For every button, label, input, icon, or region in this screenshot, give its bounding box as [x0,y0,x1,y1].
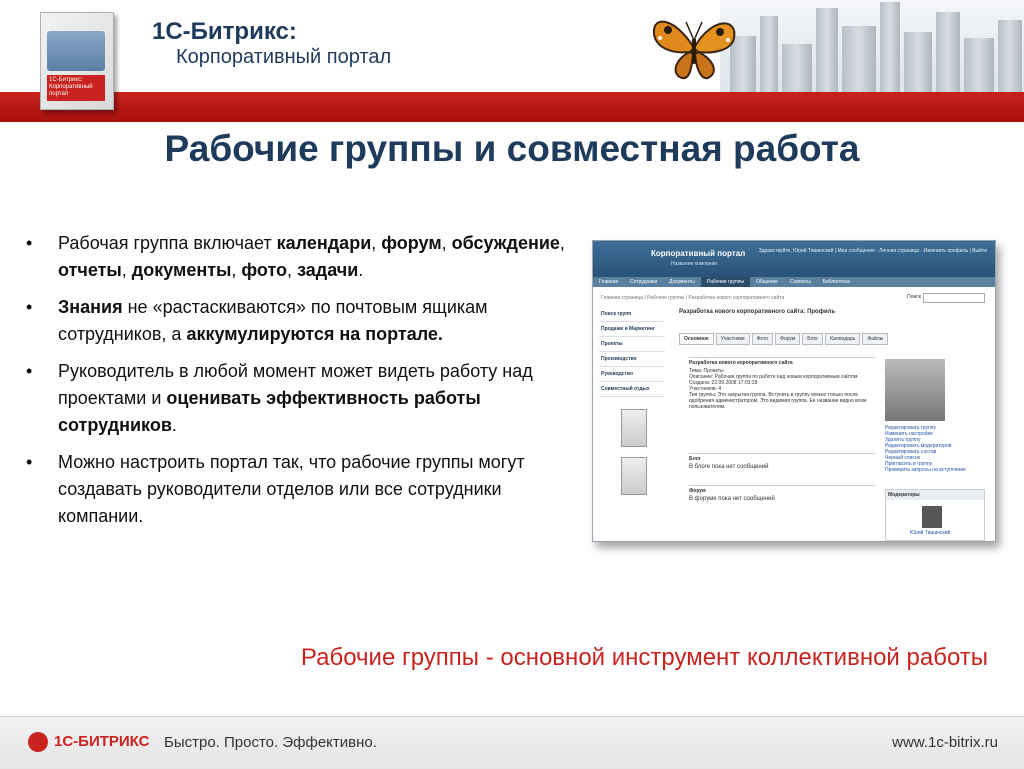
footer-url[interactable]: www.1c-bitrix.ru [892,734,998,751]
moderators-title: Модераторы [886,490,984,500]
blog-box [689,453,875,470]
portal-nav-item: Документы [669,279,695,285]
bullet-text-segment: Рабочая группа включает [58,233,277,253]
footer-slogan: Быстро. Просто. Эффективно. [164,734,377,751]
bullet-text [58,233,565,280]
portal-nav-item: Рабочие группы [701,277,750,287]
bullet-dot: • [26,297,33,317]
bullet-text-segment: не «растаскиваются» по почтовым ящикам сотрудников, а [58,297,488,344]
bullet-text-segment: Можно настроить портал так, что рабочие группы могут создавать руководители отделов или все сотрудники компании. [58,452,525,526]
bullet-text [58,452,525,526]
butterfly-icon [646,8,742,84]
group-info-row: Создана: 22.09.2008 17:03:28 [689,380,758,386]
bullet-bold-text: отчеты [58,260,122,280]
slide-caption: Рабочие группы - основной инструмент коллективной работы [300,644,988,671]
portal-left-menu-item: Руководство [599,367,665,382]
group-actions [885,425,966,473]
portal-header [593,241,995,277]
bullet-text-segment: Руководитель в любой момент может видеть работу над проектами и [58,361,533,408]
mini-box-image [621,409,647,447]
bullet-text [58,297,488,344]
group-name: Разработка нового корпоративного сайта [689,360,793,366]
portal-user-links: Здравствуйте, Юрий Тишинский | Мои сообщения · Личная страница · Изменить профиль | Выйти [758,248,987,254]
portal-tab: Форум [775,333,800,345]
blog-text: В блоге пока нет сообщений [689,464,769,470]
group-action-link: Редактировать состав [885,449,937,455]
bitrix-logo-icon [28,732,48,752]
bullet-item [26,230,566,284]
bullet-bold-text: форум [381,233,442,253]
bullet-bold-text: оценивать эффективность работы сотрудников [58,388,481,435]
product-box-label: 1С-Битрикс: Корпоративный портал [47,75,105,101]
group-info [689,357,875,410]
forum-text: В форуме пока нет сообщений [689,496,775,502]
logo-title: 1С-Битрикс: [152,18,297,45]
group-action-link: Удалить группу [885,437,921,443]
portal-left-menu [599,307,665,397]
group-info-row: Описание: Рабочая группа по работе над новым корпоративным сайтом [689,374,858,380]
portal-tab: Файлы [862,333,888,345]
portal-tab: Календарь [825,333,860,345]
bullet-bold-text: задачи [297,260,359,280]
group-action-link: Черный список [885,455,920,461]
group-action-link: Редактировать модераторов [885,443,952,449]
mini-box-image [621,457,647,495]
portal-tab: Фото [752,333,774,345]
portal-nav-item: Сотрудники [630,279,658,285]
portal-page-title: Разработка нового корпоративного сайта: Профиль [679,309,836,315]
bullet-bold-text: календари [276,233,372,253]
portal-tab: Основное [679,333,714,345]
bullet-bold-text: аккумулируются на портале. [186,324,443,344]
portal-breadcrumb: Главная страница / Рабочие группы / Разработка нового корпоративного сайта [601,295,785,301]
bullet-item [26,449,566,530]
portal-nav [593,277,995,287]
portal-tab: Участники [716,333,750,345]
bullet-bold-text: фото [241,260,288,280]
bullet-text-segment: . [358,260,364,280]
bullet-text-segment: , [559,233,565,253]
group-info-row: Тема: Проекты [689,368,724,374]
moderators-box [885,489,985,541]
bullet-text-segment: , [287,260,298,280]
moderator-name: Юрий Тишинский [910,530,951,536]
portal-nav-item: Библиотека [822,279,850,285]
portal-search-input [923,293,985,303]
bullet-dot: • [26,233,33,253]
logo-subtitle: Корпоративный портал [176,46,392,68]
bullet-dot: • [26,452,33,472]
bullet-bold-text: обсуждение [451,233,560,253]
bullet-dot: • [26,361,33,381]
bullet-list [26,230,566,540]
blog-title: Блог [689,456,701,462]
bullet-text [58,361,533,435]
portal-nav-item: Главная [599,279,619,285]
portal-nav-item: Сервисы [789,279,811,285]
portal-left-menu-item: Совместный отдых [599,382,665,397]
portal-left-menu-item: Проекты [599,337,665,352]
portal-tabs [679,333,890,345]
bullet-bold-text: Знания [58,297,123,317]
group-info-row: Участников: 4 [689,386,722,392]
bullet-text-segment: , [371,233,382,253]
forum-title: Форум [689,488,706,494]
group-info-rows [689,368,875,410]
city-skyline-image [720,0,1024,96]
portal-tab: Блог [802,333,823,345]
portal-left-menu-item: Продажи и Маркетинг [599,322,665,337]
group-action-link: Изменить настройки [885,431,933,437]
portal-title: Корпоративный портал [651,249,746,258]
portal-search-label: Поиск [907,294,921,300]
group-action-link: Проверить запросы на вступление [885,467,966,473]
bullet-item [26,358,566,439]
product-box-image [40,12,114,110]
portal-subtitle: Название компании [671,261,718,267]
footer-logo: 1С-БИТРИКС [54,733,150,750]
portal-screenshot [592,240,996,542]
group-photo [885,359,945,421]
portal-left-menu-item: Поиск групп [599,307,665,322]
bullet-text-segment: , [121,260,132,280]
group-action-link: Редактировать группу [885,425,936,431]
bullet-text-segment: , [441,233,452,253]
bullet-text-segment: , [231,260,242,280]
portal-left-menu-item: Производство [599,352,665,367]
bullet-bold-text: документы [131,260,232,280]
bullet-text-segment: . [171,415,177,435]
portal-nav-item: Общение [756,279,778,285]
forum-box [689,485,875,502]
header-red-band [0,92,1024,122]
bullet-item [26,294,566,348]
group-action-link: Пригласить в группу [885,461,933,467]
group-info-row: Тип группы: Это закрытая группа. Вступить в группу можно только после одобрения администратором. Это видимая группа. Ее название видно всем пользователям. [689,392,867,410]
slide-title: Рабочие группы и совместная работа [164,128,860,169]
moderator-avatar [922,506,942,528]
